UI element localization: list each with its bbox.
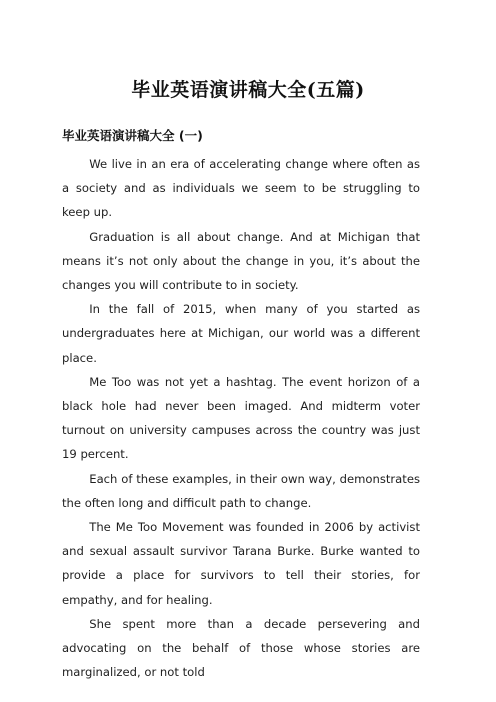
paragraph: We live in an era of accelerating change where often as a society and as individuals we seem to be struggling to keep up.: [62, 157, 420, 220]
paragraph: She spent more than a decade persevering and advocating on the behalf of those whose stories are marginalized, or not told: [62, 616, 420, 680]
document-title: 毕业英语演讲稿大全(五篇): [131, 79, 365, 101]
paragraph: Each of these examples, in their own way, demonstrates the often long and difficult path to change.: [62, 471, 420, 510]
paragraph: The Me Too Movement was founded in 2006 by activist and sexual assault survivor Tarana Burke. Burke wanted to provide a place for survivors to tell their stories, for empathy, and for healing.: [62, 520, 420, 607]
section-heading: 毕业英语演讲稿大全 (一): [62, 128, 203, 143]
paragraph: Me Too was not yet a hashtag. The event horizon of a black hole had never been imaged. And midterm voter turnout on university campuses across the country was just 19 percent.: [62, 374, 420, 462]
document-body: [62, 152, 420, 684]
paragraph: In the fall of 2015, when many of you started as undergraduates here at Michigan, our world was a different place.: [62, 302, 420, 365]
paragraph: Graduation is all about change. And at Michigan that means it’s not only about the change in you, it’s about the changes you will contribute to in society.: [62, 229, 420, 293]
